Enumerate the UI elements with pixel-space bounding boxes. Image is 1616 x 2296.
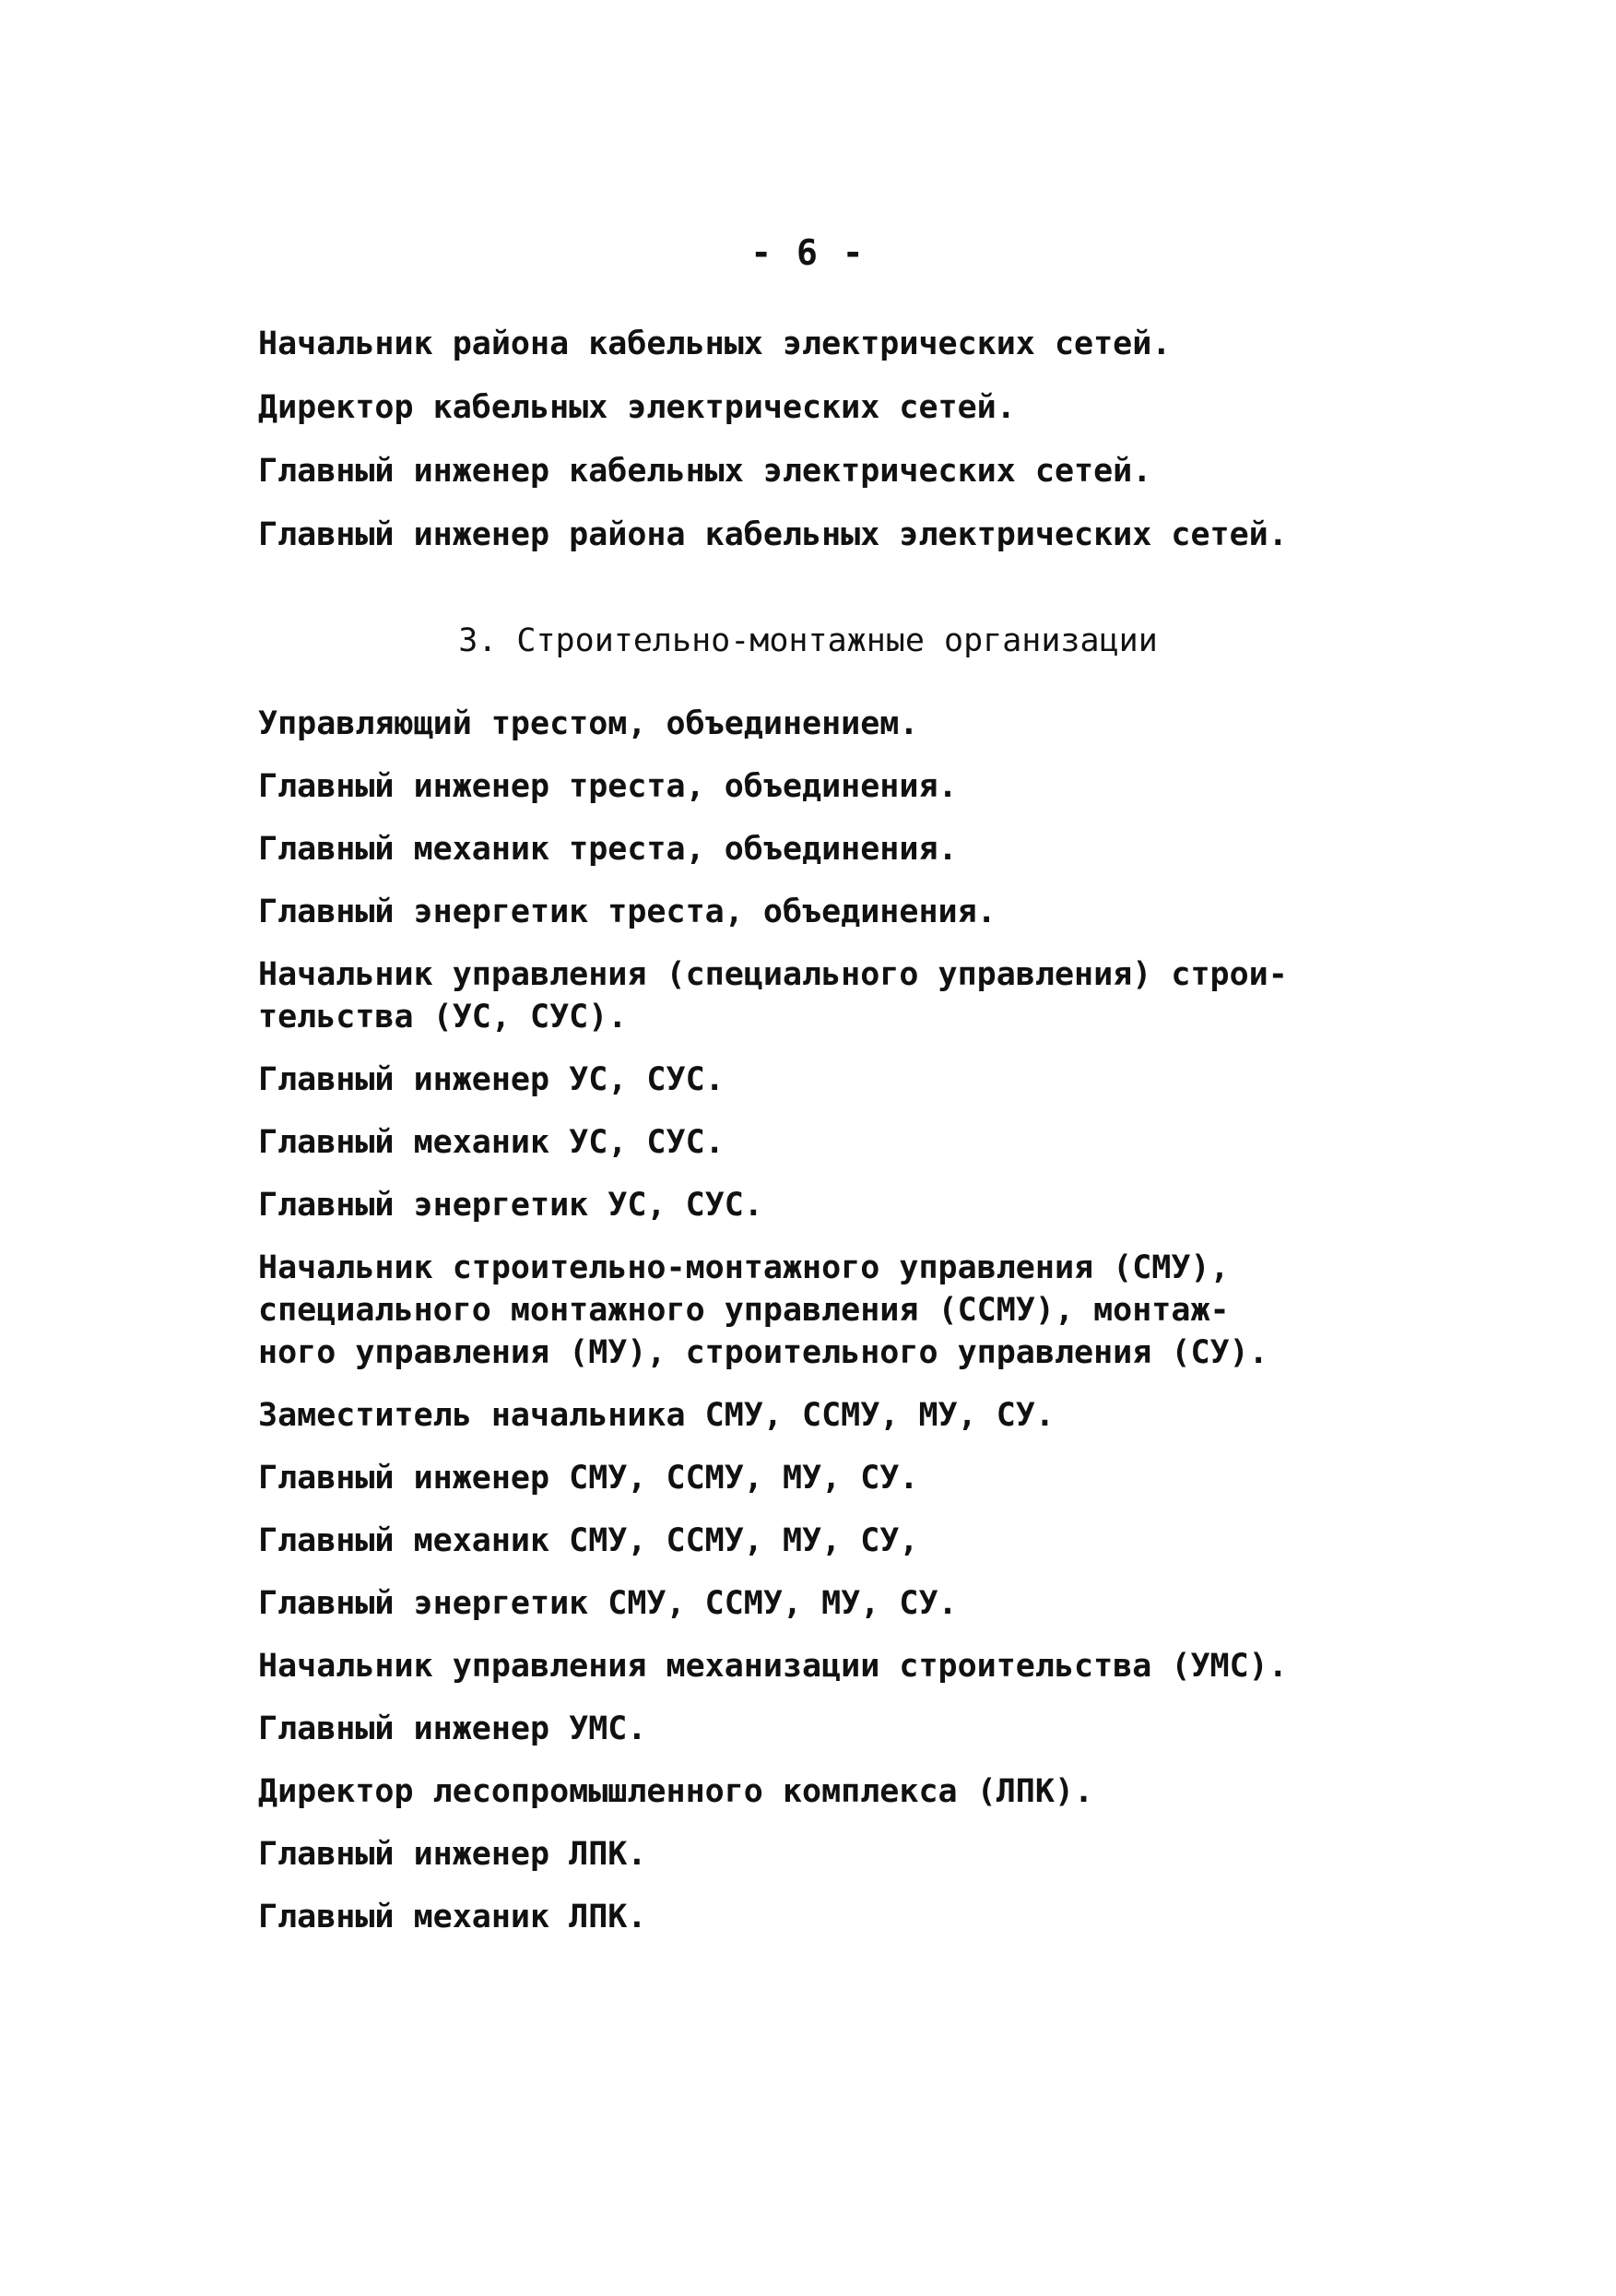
list-item [258, 1457, 1346, 1499]
list-item-line: Главный инженер СМУ, ССМУ, МУ, СУ. [258, 1460, 919, 1497]
list-item-line: Главный инженер УС, СУС. [258, 1061, 725, 1098]
list-item-line: Начальник управления (специального управления) строи- [258, 956, 1288, 993]
list-item [258, 1896, 1346, 1938]
list-item-line: Главный инженер УМС. [258, 1710, 647, 1747]
list-item [258, 765, 1346, 808]
list-item-line: Начальник строительно-монтажного управления (СМУ), [258, 1249, 1230, 1286]
list-item [258, 1394, 1346, 1437]
list-item: Главный инженер района кабельных электрических сетей. [258, 516, 1288, 553]
list-item-line: тельства (УС, СУС). [258, 999, 628, 1036]
list-item-line: Заместитель начальника СМУ, ССМУ, МУ, СУ. [258, 1397, 1055, 1434]
list-item-line: Управляющий трестом, объединением. [258, 705, 919, 742]
list-item [258, 891, 1346, 933]
list-item [258, 1833, 1346, 1876]
list-item [258, 1645, 1346, 1687]
list-item [258, 953, 1346, 1038]
list-item-line: Главный механик СМУ, ССМУ, МУ, СУ, [258, 1522, 919, 1559]
list-item [258, 1247, 1346, 1374]
section-list [258, 703, 1346, 1959]
list-item-line: Главный механик треста, объединения. [258, 831, 958, 868]
list-item-line: Начальник управления механизации строительства (УМС). [258, 1648, 1288, 1685]
intro-list [258, 323, 1346, 577]
list-item: Начальник района кабельных электрических сетей. [258, 325, 1172, 362]
list-item-line: Главный энергетик УС, СУС. [258, 1187, 763, 1224]
list-item-line: Главный инженер ЛПК. [258, 1836, 647, 1873]
list-item [258, 1582, 1346, 1625]
list-item-line: Главный механик УС, СУС. [258, 1124, 725, 1161]
list-item: Главный инженер кабельных электрических сетей. [258, 453, 1152, 490]
list-item [258, 1708, 1346, 1750]
list-item [258, 703, 1346, 745]
page-number: - 6 - [750, 232, 866, 273]
list-item-line: Главный механик ЛПК. [258, 1899, 647, 1935]
section-heading: 3. Строительно-монтажные организации [458, 622, 1158, 659]
list-item-line: Главный инженер треста, объединения. [258, 768, 958, 805]
list-item-line: Главный энергетик СМУ, ССМУ, МУ, СУ. [258, 1585, 958, 1622]
list-item [258, 1770, 1346, 1813]
list-item-line: специального монтажного управления (ССМУ), монтаж- [258, 1292, 1230, 1329]
list-item [258, 1520, 1346, 1562]
list-item-line: Директор лесопромышленного комплекса (ЛПК). [258, 1773, 1094, 1810]
list-item-line: Главный энергетик треста, объединения. [258, 894, 997, 930]
list-item [258, 828, 1346, 870]
list-item [258, 1059, 1346, 1101]
list-item [258, 1121, 1346, 1164]
list-item [258, 1184, 1346, 1226]
list-item-line: ного управления (МУ), строительного управления (СУ). [258, 1334, 1268, 1371]
list-item: Директор кабельных электрических сетей. [258, 389, 1016, 426]
